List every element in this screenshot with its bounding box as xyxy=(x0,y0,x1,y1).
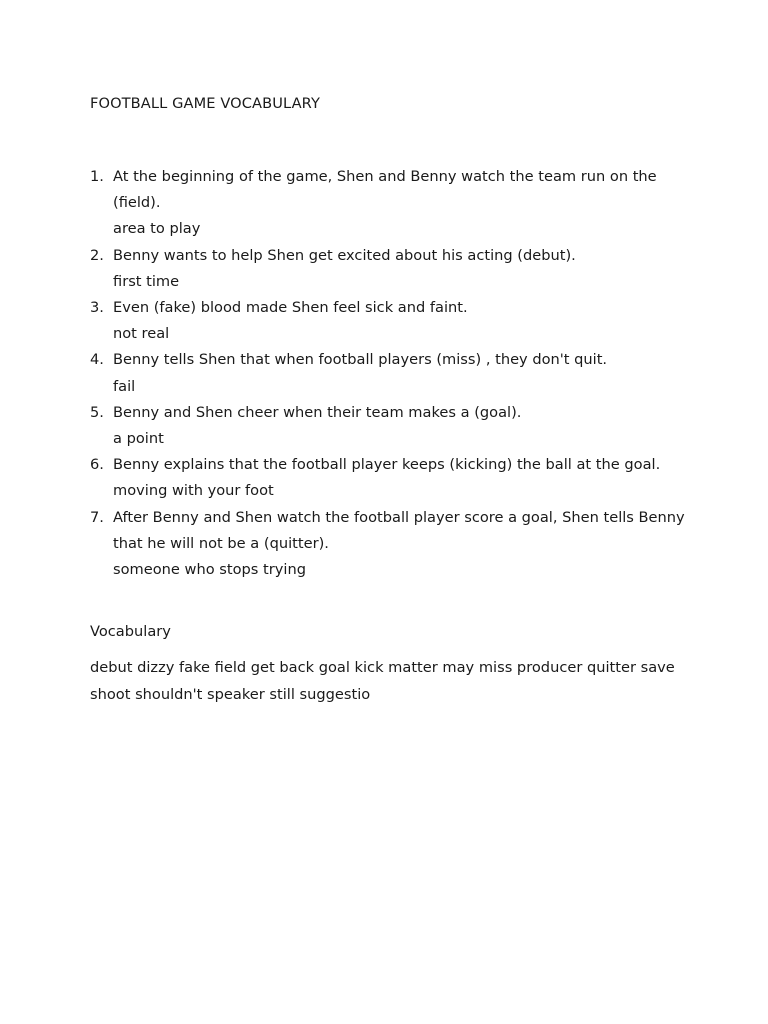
question-sentence: At the beginning of the game, Shen and Benny watch the team run on the (field). xyxy=(113,168,657,212)
question-number: 4. xyxy=(90,351,104,369)
question-definition: fail xyxy=(113,377,136,395)
question-item xyxy=(90,505,690,584)
question-sentence: Benny tells Shen that when football players (miss) , they don't quit. xyxy=(113,351,608,369)
question-definition: first time xyxy=(113,272,180,290)
question-definition: moving with your foot xyxy=(113,482,274,500)
question-item xyxy=(90,295,690,347)
document-title: FOOTBALL GAME VOCABULARY xyxy=(90,95,320,112)
question-number: 2. xyxy=(90,246,104,264)
question-item xyxy=(90,243,690,295)
question-number: 1. xyxy=(90,168,104,185)
question-item xyxy=(90,452,690,504)
question-definition: area to play xyxy=(113,220,201,238)
question-definition: a point xyxy=(113,430,164,448)
question-number: 7. xyxy=(90,508,104,526)
question-sentence: Benny explains that the football player keeps (kicking) the ball at the goal. xyxy=(113,456,661,474)
question-item xyxy=(90,400,690,452)
question-sentence: Even (fake) blood made Shen feel sick and faint. xyxy=(113,299,468,317)
question-number: 6. xyxy=(90,456,104,474)
question-item xyxy=(90,347,690,399)
question-list xyxy=(90,164,690,583)
question-number: 3. xyxy=(90,299,104,317)
question-sentence: Benny wants to help Shen get excited about his acting (debut). xyxy=(113,246,576,264)
question-number: 5. xyxy=(90,403,104,421)
question-definition: someone who stops trying xyxy=(113,561,306,579)
question-sentence: Benny and Shen cheer when their team makes a (goal). xyxy=(113,403,522,421)
question-definition: not real xyxy=(113,325,170,343)
question-item xyxy=(90,164,690,243)
vocabulary-word-bank: debut dizzy fake field get back goal kick matter may miss producer quitter save shoot shouldn't speaker still suggestio xyxy=(90,659,675,703)
question-sentence: After Benny and Shen watch the football player score a goal, Shen tells Benny that he will not be a (quitter). xyxy=(113,508,685,552)
vocabulary-heading: Vocabulary xyxy=(90,623,171,640)
